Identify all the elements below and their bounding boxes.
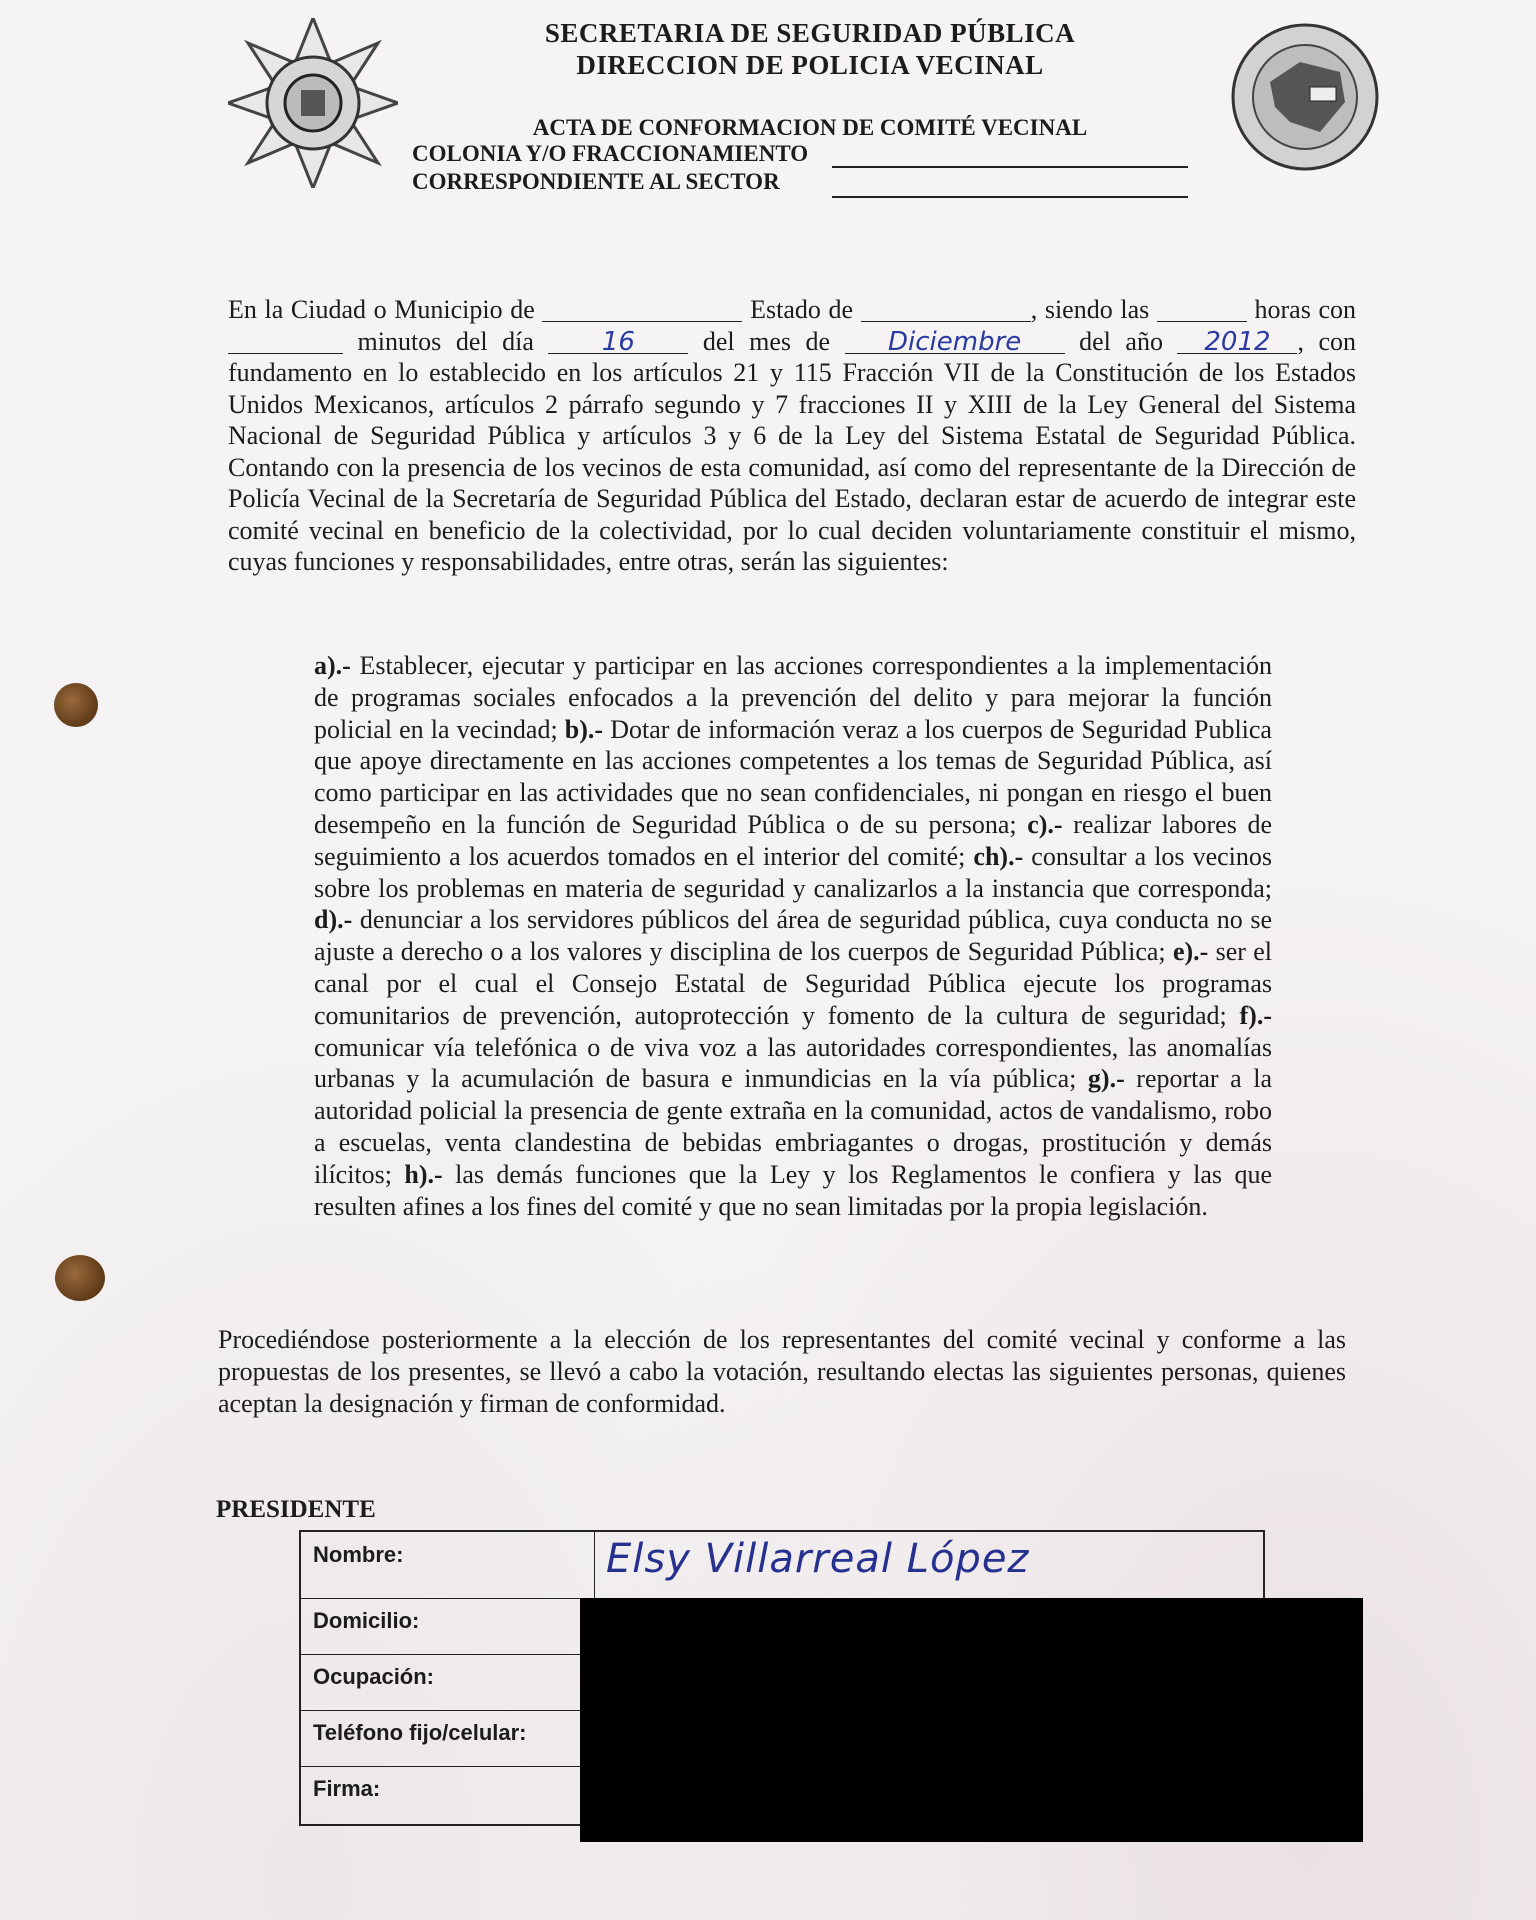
minutes-blank — [228, 331, 343, 354]
hole-punch-stain — [55, 1255, 105, 1301]
function-e-label: e).- — [1172, 937, 1209, 967]
day-value: 16 — [548, 331, 688, 354]
police-star-seal-icon — [228, 18, 398, 188]
function-a-text: Establecer, ejecutar y participar en las acciones correspondientes a la implementación de programas sociales enfocados a la prevención del delito y para mejorar la función policial en la vecindad; — [314, 651, 1272, 744]
agency-title: SECRETARIA DE SEGURIDAD PÚBLICA — [544, 18, 1076, 48]
function-h-label: h).- — [404, 1159, 443, 1189]
function-e-text: ser el canal por el cual el Consejo Estatal de Seguridad Pública ejecute los programas comunitarios de prevención, autoprotección y fomento de la cultura de seguridad; — [314, 937, 1272, 1030]
intro-text-body: , con fundamento en lo establecido en los artículos 21 y 115 Fracción VII de la Constitución de los Estados Unidos Mexicanos, artículos 2 párrafo segundo y 7 fracciones II y XIII de la Ley General del Sistema Nacional de Seguridad Pública y artículos 3 y 6 de la Ley del Sistema Estatal de Seguridad Pública. Contando con la presencia de los vecinos de esta comunidad, así como del representante de la Dirección de Policía Vecinal de la Secretaría de Seguridad Pública del Estado, declaran estar de acuerdo de integrar este comité vecinal en beneficio de la colectividad, por lo cual deciden voluntariamente constituir el mismo, cuyas funciones y responsabilidades, entre otras, serán las siguientes: — [228, 326, 1357, 576]
function-b-label: b).- — [564, 714, 604, 744]
function-d-text: denunciar a los servidores públicos del área de seguridad pública, cuya conducta no se ajuste a derecho o a los valores y disciplina de los cuerpos de Seguridad Pública; — [314, 905, 1272, 967]
nombre-label: Nombre: — [313, 1542, 404, 1567]
intro-text-month: del mes de — [702, 326, 831, 356]
intro-text-minutes: horas con — [1254, 295, 1357, 324]
state-blank — [861, 299, 1031, 322]
president-heading: PRESIDENTE — [216, 1496, 376, 1523]
state-council-seal-icon — [1230, 22, 1380, 172]
president-name-value: Elsy Villarreal López — [606, 1536, 1030, 1582]
telefono-label: Teléfono fijo/celular: — [313, 1720, 527, 1745]
department-title: DIRECCION DE POLICIA VECINAL — [576, 50, 1044, 80]
function-g-label: g).- — [1087, 1064, 1125, 1094]
month-value: Diciembre — [845, 331, 1065, 354]
election-paragraph: Procediéndose posteriormente a la elección de los representantes del comité vecinal y conforme a las propuestas de los presentes, se llevó a cabo la votación, resultando electas las siguientes personas, quienes aceptan la designación y firman de conformidad. — [218, 1325, 1346, 1418]
sector-label: CORRESPONDIENTE AL SECTOR — [412, 169, 780, 194]
redaction-block — [580, 1598, 1363, 1842]
function-f-label: f).- — [1239, 1000, 1272, 1030]
domicilio-label: Domicilio: — [313, 1608, 420, 1633]
year-value: 2012 — [1177, 331, 1297, 354]
intro-text-hour: , siendo las — [1030, 295, 1150, 324]
function-ch-text: consultar a los vecinos sobre los problemas en materia de seguridad y canalizarlos a la instancia que corresponda; — [314, 841, 1273, 903]
colonia-label: COLONIA Y/O FRACCIONAMIENTO — [412, 141, 809, 166]
firma-label: Firma: — [313, 1776, 381, 1801]
hour-blank — [1157, 299, 1247, 322]
colonia-blank — [832, 166, 1188, 168]
intro-text-city: En la Ciudad o Municipio de — [228, 295, 535, 324]
hole-punch-stain — [54, 683, 98, 727]
function-c-label: c).- — [1027, 809, 1063, 839]
function-ch-label: ch).- — [973, 841, 1024, 871]
function-g-text: reportar a la autoridad policial la presencia de gente extraña en la comunidad, actos de vandalismo, robo a escuelas, venta clandestina de bebidas embriagantes o drogas, prostitución y demás ilícitos; — [314, 1064, 1272, 1189]
city-blank — [542, 299, 742, 322]
function-f-text: comunicar vía telefónica o de viva voz a las autoridades correspondientes, las anomalías urbanas y la acumulación de basura e inmundicias en la vía pública; — [314, 1032, 1272, 1094]
function-b-text: Dotar de información veraz a los cuerpos de Seguridad Publica que apoye directamente en las acciones competentes a los temas de Seguridad Pública, así como participar en las actividades que no sean confidenciales, ni pongan en riesgo el buen desempeño en la función de Seguridad Pública o de su persona; — [314, 714, 1272, 839]
sector-blank — [832, 196, 1188, 198]
function-c-text: realizar labores de seguimiento a los acuerdos tomados en el interior del comité; — [314, 809, 1273, 871]
ocupacion-label: Ocupación: — [313, 1664, 435, 1689]
intro-text-year: del año — [1079, 326, 1163, 356]
intro-text-state: Estado de — [750, 295, 854, 324]
intro-paragraph — [228, 294, 1356, 578]
table-row-nombre — [301, 1532, 1263, 1599]
acta-title: ACTA DE CONFORMACION DE COMITÉ VECINAL — [532, 115, 1088, 140]
functions-list — [314, 650, 1272, 1222]
function-h-text: las demás funciones que la Ley y los Reglamentos le confiera y las que resulten afines a los fines del comité y que no sean limitadas por la propia legislación. — [314, 1159, 1272, 1221]
intro-text-day: minutos del día — [357, 326, 534, 356]
function-d-label: d).- — [314, 905, 353, 935]
table-divider — [594, 1532, 595, 1604]
function-a-label: a).- — [314, 651, 351, 680]
